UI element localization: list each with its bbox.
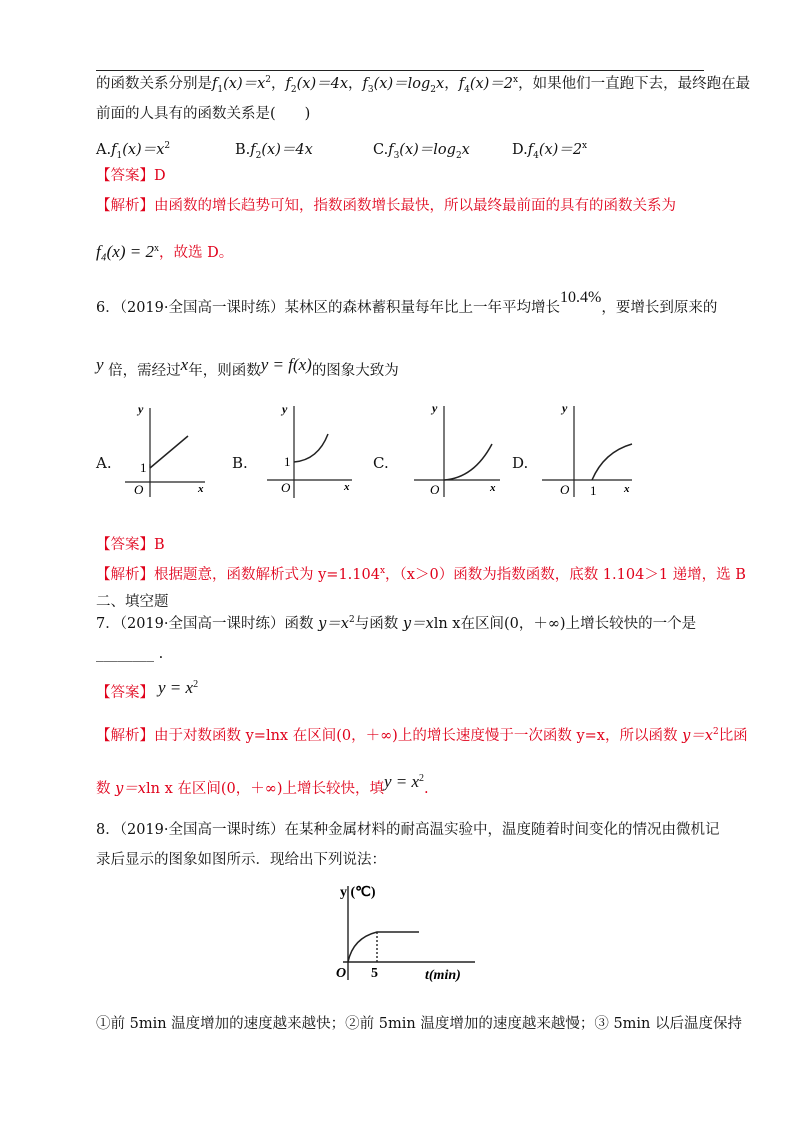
q7-analysis-line2: 数 y＝xln x 在区间(0，＋∞)上增长较快，填$y = x^2$. <box>96 772 429 797</box>
q7-line1: 7．（2019·全国高一课时练）函数 $y=x^2$与函数 y＝xln x在区间(0，＋∞)上增长较快的一个是 <box>96 615 697 632</box>
q5-option-a[interactable]: $A.f_1(x)=x^2$ <box>96 141 171 161</box>
section-fill-in: 二、填空题 <box>96 594 169 610</box>
curve-convex <box>444 444 492 480</box>
q6-graph-d[interactable] <box>532 400 637 500</box>
q6-graph-b-label[interactable]: B. <box>232 454 248 472</box>
q6-graph-b[interactable] <box>252 398 357 502</box>
q6-graph-c-label[interactable]: C. <box>373 454 389 472</box>
origin-label: O <box>134 482 144 497</box>
q6-graph-a-label[interactable]: A. <box>96 454 112 472</box>
intercept-label: 1 <box>140 460 147 475</box>
svg-text:x: x <box>344 481 350 493</box>
q7-answer: 【答案】 $y = x^2$ <box>96 678 199 701</box>
header-rule <box>96 70 704 71</box>
q5-analysis-formula-line: $f_4(x) = 2^x$，故选 D。 <box>96 242 234 261</box>
svg-text:y: y <box>432 401 438 415</box>
svg-text:O: O <box>281 480 291 495</box>
q8-temperature-graph <box>325 876 480 986</box>
curve-logarithmic <box>592 444 632 480</box>
svg-text:O: O <box>560 482 570 497</box>
tick-5-label: 5 <box>371 966 378 981</box>
q5-option-c[interactable]: $C.f_3(x)=\log_2x$ <box>373 142 470 161</box>
q8-line1: 8．（2019·全国高一课时练）在某种金属材料的耐高温实验中，温度随着时间变化的情况由微机记 <box>96 822 720 838</box>
svg-text:y: y <box>282 402 288 416</box>
q5-line2: 前面的人具有的函数关系是( ) <box>96 106 311 122</box>
y-axis-label: y (℃) <box>340 885 376 900</box>
svg-text:1: 1 <box>284 454 291 469</box>
curve-exponential <box>294 434 328 462</box>
q5-analysis: 【解析】由函数的增长趋势可知，指数函数增长最快，所以最终最前面的具有的函数关系为 <box>96 198 676 214</box>
q6-graph-d-label[interactable]: D. <box>512 454 529 472</box>
svg-text:O: O <box>430 482 440 497</box>
x-axis-label: x <box>198 483 204 495</box>
q5-answer: 【答案】D <box>96 168 166 184</box>
q6-line1: 6．（2019·全国高一课时练）某林区的森林蓄积量每年比上一年平均增长10.4%，要增长到原来的 <box>96 289 718 316</box>
q8-statements: ①前 5min 温度增加的速度越来越快；②前 5min 温度增加的速度越来越慢；③ 5min 以后温度保持 <box>96 1016 743 1032</box>
y-axis-label: y <box>138 402 144 416</box>
svg-text:1: 1 <box>590 483 597 498</box>
x-axis-label: t(min) <box>425 968 461 983</box>
q5-option-b[interactable]: $B.f_2(x)=4x$ <box>235 142 313 161</box>
q6-graph-a[interactable] <box>110 400 210 500</box>
temperature-curve <box>348 932 419 962</box>
q5-option-d[interactable]: $D.f_4(x)=2^x$ <box>512 141 588 161</box>
q6-answer: 【答案】B <box>96 537 165 553</box>
q6-graph-c[interactable] <box>392 400 504 500</box>
curve-line <box>150 436 188 468</box>
svg-text:x: x <box>490 482 496 494</box>
q7-blank[interactable]: ________ . <box>96 646 164 662</box>
svg-text:y: y <box>562 401 568 415</box>
q6-analysis: 【解析】根据题意，函数解析式为 $y=1.104^x$，（x＞0）函数为指数函数，底数 1.104＞1 递增，选 B <box>96 566 746 583</box>
q7-analysis-line1: 【解析】由于对数函数 y=lnx 在区间(0，＋∞)上的增长速度慢于一次函数 y=x，所以函数 $y=x^2$比函 <box>96 727 748 744</box>
q5-line1: 的函数关系分别是$f_1(x)=x^2$，$f_2(x)=4x$，$f_3(x)=\log_2x$，$f_4(x)=2^x$，如果他们一直跑下去，最终跑在最 <box>96 75 751 95</box>
q8-line2: 录后显示的图象如图所示．现给出下列说法： <box>96 852 386 868</box>
origin-label: O <box>336 966 347 981</box>
svg-text:x: x <box>624 483 630 495</box>
q6-line2: y 倍，需经过x年，则函数y = f(x)的图象大致为 <box>96 355 399 379</box>
